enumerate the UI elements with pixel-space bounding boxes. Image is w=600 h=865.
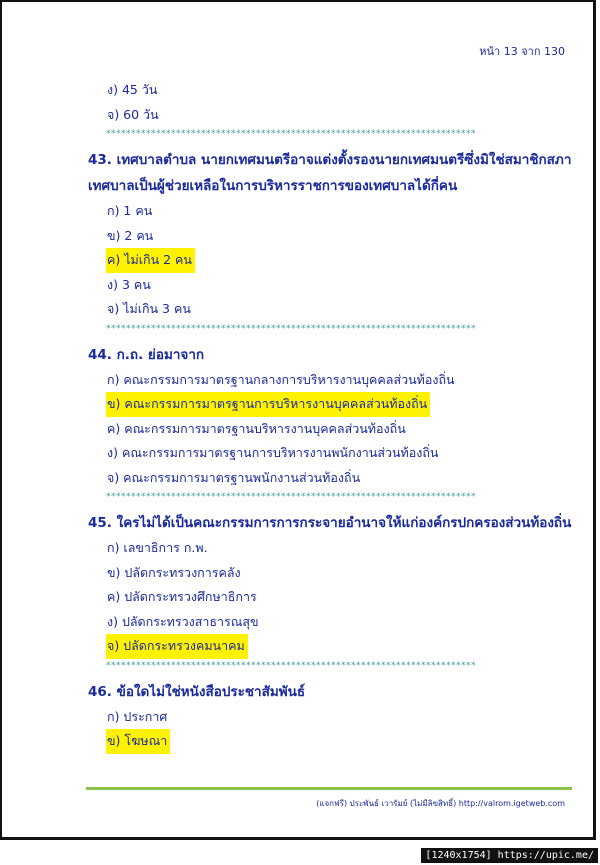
footer-divider xyxy=(86,787,572,790)
option-item: จ) 60 วัน xyxy=(107,106,159,122)
option-item: ข) 2 คน xyxy=(107,227,154,243)
option-item: ก) ประกาศ xyxy=(107,708,168,724)
option-item: ข) ปลัดกระทรวงการคลัง xyxy=(107,564,241,580)
option-item-answer: ค) ไม่เกิน 2 คน xyxy=(106,248,578,273)
separator-line: ************************************************************************** xyxy=(106,492,476,502)
option-item-answer: ข) โฆษณา xyxy=(106,729,578,754)
page-number: หน้า 13 จาก 130 xyxy=(479,45,565,58)
page-content xyxy=(88,78,578,754)
option-item: ค) ปลัดกระทรวงศึกษาธิการ xyxy=(107,589,257,604)
option-item: จ) ไม่เกิน 3 คน xyxy=(107,301,191,316)
footer-credit: (แจกฟรี) ประพันธ์ เวารัมย์ (ไม่มีลิขสิทธิ์) http://valrom.igetweb.com xyxy=(316,799,565,808)
option-item: ค) คณะกรรมการมาตรฐานบริหารงานบุคคลส่วนท้องถิ่น xyxy=(107,420,406,436)
question-46: 46. ข้อใดไม่ใช่หนังสือประชาสัมพันธ์ xyxy=(88,683,306,700)
option-item: ก) 1 คน xyxy=(107,203,153,218)
option-item-answer: จ) ปลัดกระทรวงคมนาคม xyxy=(106,634,578,659)
option-item: ก) คณะกรรมการมาตรฐานกลางการบริหารงานบุคคลส่วนท้องถิ่น xyxy=(107,371,455,387)
separator-line: ************************************************************************** xyxy=(106,129,476,139)
option-item: ง) ปลัดกระทรวงสาธารณสุข xyxy=(107,613,259,629)
separator-line: ************************************************************************** xyxy=(106,323,476,334)
question-43-line1: 43. เทศบาลตำบล นายกเทศมนตรีอาจแต่งตั้งรองนายกเทศมนตรีซึ่งมิใช่สมาชิกสภา xyxy=(88,152,572,168)
image-host-stamp: [1240x1754] https://upic.me/ xyxy=(421,848,598,863)
option-item: จ) คณะกรรมการมาตรฐานพนักงานส่วนท้องถิ่น xyxy=(107,469,361,485)
question-43-line2: เทศบาลเป็นผู้ช่วยเหลือในการบริหารราชการของเทศบาลได้กี่คน xyxy=(88,178,458,194)
option-item: ง) 3 คน xyxy=(107,276,151,292)
question-44: 44. ก.ถ. ย่อมาจาก xyxy=(88,346,205,363)
option-item: ก) เลขาธิการ ก.พ. xyxy=(107,540,208,555)
option-item-answer: ข) คณะกรรมการมาตรฐานการบริหารงานบุคคลส่วนท้องถิ่น xyxy=(106,392,578,417)
separator-line: ************************************************************************** xyxy=(106,660,476,671)
option-item: ง) 45 วัน xyxy=(107,82,158,97)
option-item: ง) คณะกรรมการมาตรฐานการบริหารงานพนักงานส่วนท้องถิ่น xyxy=(107,445,439,460)
question-45: 45. ใครไม่ได้เป็นคณะกรรมการการกระจายอำนาจให้แก่องค์กรปกครองส่วนท้องถิ่น xyxy=(88,515,572,531)
